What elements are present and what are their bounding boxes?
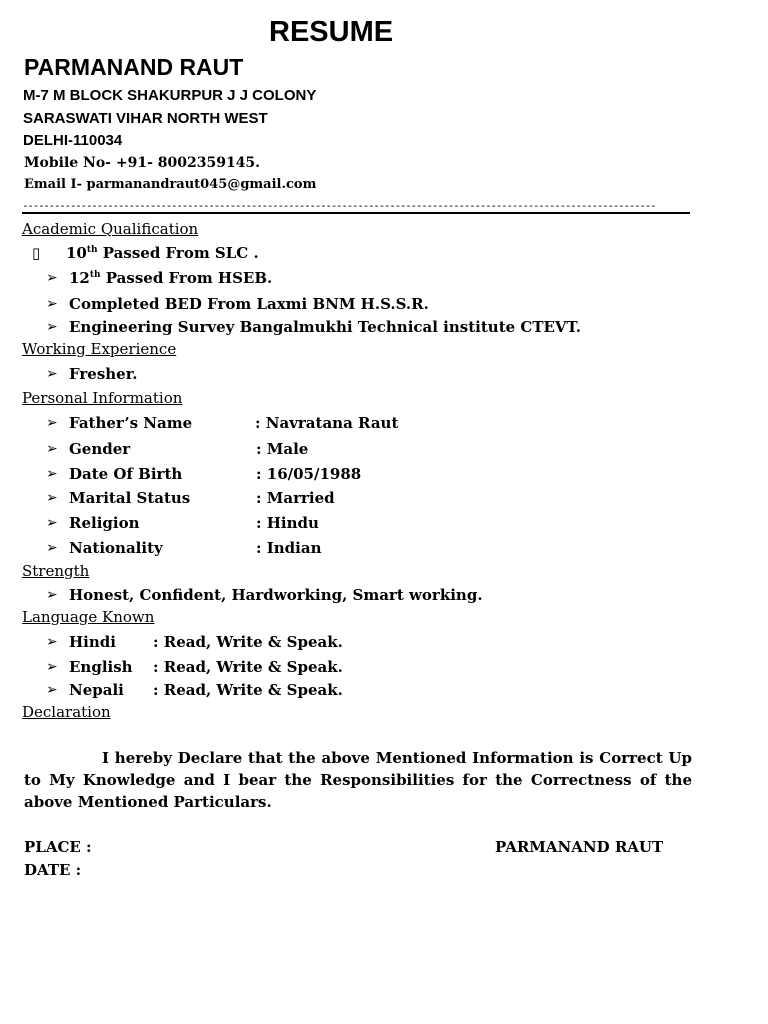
experience-item: Fresher. xyxy=(69,365,138,383)
arrow-bullet-icon: ➢ xyxy=(46,659,58,675)
address-line-3: DELHI-110034 xyxy=(23,132,123,149)
mobile-number: Mobile No- +91- 8002359145. xyxy=(24,155,261,171)
arrow-bullet-icon: ➢ xyxy=(46,319,58,335)
separator-dashes: ----------------------------------------------------------------------------------------------------------------------- xyxy=(22,199,656,212)
arrow-bullet-icon: ➢ xyxy=(46,366,58,382)
language-label: English xyxy=(69,658,133,676)
arrow-bullet-icon: ➢ xyxy=(46,490,58,506)
personal-label: Father’s Name xyxy=(69,414,193,432)
separator-rule xyxy=(22,212,690,214)
heading-declaration: Declaration xyxy=(22,703,111,721)
address-line-2: SARASWATI VIHAR NORTH WEST xyxy=(23,110,268,127)
arrow-bullet-icon: ➢ xyxy=(46,682,58,698)
arrow-bullet-icon: ➢ xyxy=(46,634,58,650)
arrow-bullet-icon: ➢ xyxy=(46,441,58,457)
candidate-name: PARMANAND RAUT xyxy=(24,54,244,80)
address-line-1: M-7 M BLOCK SHAKURPUR J J COLONY xyxy=(23,87,317,104)
email-address: Email I- parmanandraut045@gmail.com xyxy=(24,177,317,192)
academic-item-3: Completed BED From Laxmi BNM H.S.S.R. xyxy=(69,295,429,313)
language-label: Hindi xyxy=(69,633,116,651)
resume-title: RESUME xyxy=(269,16,394,48)
arrow-bullet-icon: ➢ xyxy=(46,270,58,286)
personal-value: : Male xyxy=(256,440,309,458)
arrow-bullet-icon: ➢ xyxy=(46,540,58,556)
box-bullet-icon: ▯ xyxy=(32,244,41,262)
academic-item-4: Engineering Survey Bangalmukhi Technical institute CTEVT. xyxy=(69,318,582,336)
arrow-bullet-icon: ➢ xyxy=(46,587,58,603)
place-label: PLACE : xyxy=(24,838,92,856)
arrow-bullet-icon: ➢ xyxy=(46,415,58,431)
heading-strength: Strength xyxy=(22,562,90,580)
heading-personal: Personal Information xyxy=(22,389,183,407)
language-value: : Read, Write & Speak. xyxy=(153,681,343,699)
language-value: : Read, Write & Speak. xyxy=(153,633,343,651)
signature-name: PARMANAND RAUT xyxy=(495,838,664,856)
personal-label: Religion xyxy=(69,514,140,532)
personal-value: : 16/05/1988 xyxy=(256,465,362,483)
arrow-bullet-icon: ➢ xyxy=(46,515,58,531)
heading-languages: Language Known xyxy=(22,608,155,626)
personal-label: Nationality xyxy=(69,539,163,557)
personal-value: : Hindu xyxy=(256,514,319,532)
personal-label: Date Of Birth xyxy=(69,465,183,483)
arrow-bullet-icon: ➢ xyxy=(46,296,58,312)
heading-academic: Academic Qualification xyxy=(22,220,199,238)
academic-item-2: 12th Passed From HSEB. xyxy=(69,269,273,287)
academic-item-1: 10th Passed From SLC . xyxy=(66,244,259,262)
language-value: : Read, Write & Speak. xyxy=(153,658,343,676)
personal-value: : Navratana Raut xyxy=(255,414,399,432)
personal-value: : Married xyxy=(256,489,335,507)
arrow-bullet-icon: ➢ xyxy=(46,466,58,482)
personal-label: Gender xyxy=(69,440,131,458)
date-label: DATE : xyxy=(24,861,82,879)
heading-experience: Working Experience xyxy=(22,340,177,358)
personal-label: Marital Status xyxy=(69,489,191,507)
language-label: Nepali xyxy=(69,681,124,699)
personal-value: : Indian xyxy=(256,539,322,557)
strength-item: Honest, Confident, Hardworking, Smart working. xyxy=(69,586,483,604)
declaration-text: I hereby Declare that the above Mentioned Information is Correct Up to My Knowledge and I bear the Responsibilities for the Correctness of the above Mentioned Particulars. xyxy=(24,749,692,811)
